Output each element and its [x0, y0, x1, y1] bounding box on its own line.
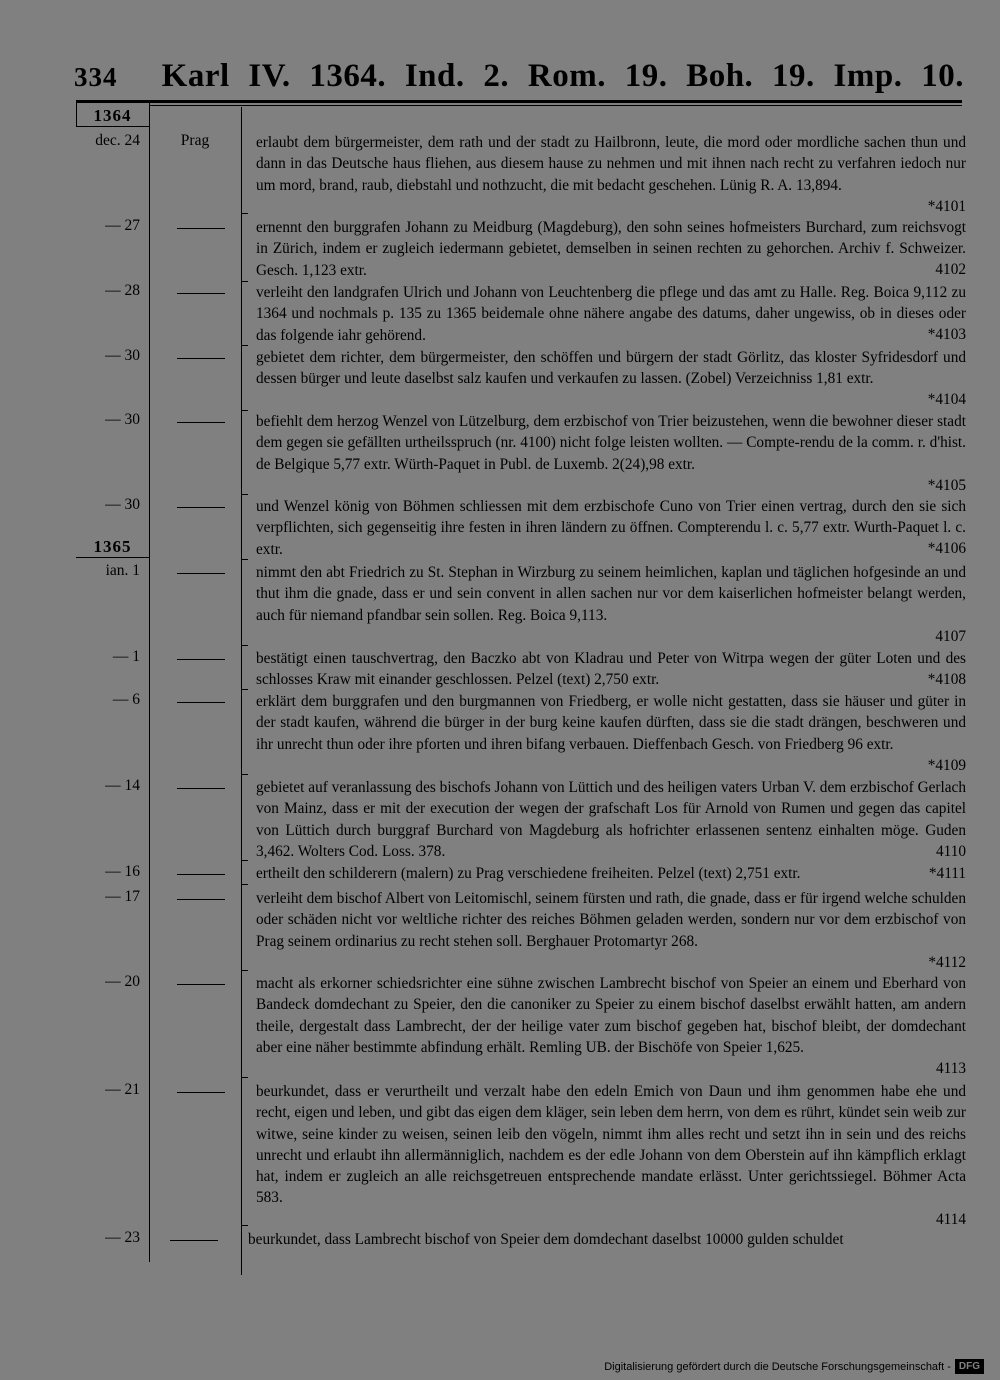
entry-number: 4107: [935, 628, 966, 645]
entry-number: *4108: [927, 671, 966, 688]
ditto-dash: [177, 422, 225, 423]
entry-divider: [242, 970, 248, 971]
header-rule-thin: [150, 105, 962, 106]
entry-body: und Wenzel könig von Böhmen schliessen mit dem erzbischofe Cuno von Trier einen vertrag, durch den sie sich verpflichten, sich gegenseitig ihre festen in ihren ländern zu öffnen. Compterendu l. c. 5,77 extr. Wurth-Paquet l. c. extr.: [256, 498, 966, 558]
entry-divider: [242, 860, 248, 861]
entry-date: ian. 1: [105, 562, 140, 579]
ditto-dash: [177, 358, 225, 359]
entry-divider: [242, 689, 248, 690]
entry-text: [256, 282, 966, 346]
entry-text: [256, 777, 966, 862]
entry-text: [256, 562, 966, 645]
footer-credit: Digitalisierung gefördert durch die Deutsche Forschungsgemeinschaft -: [604, 1360, 951, 1373]
entry-divider: [242, 494, 248, 495]
entry-text: [256, 1081, 966, 1228]
entry-number: *4101: [927, 198, 966, 215]
entry-number: 4113: [935, 1060, 966, 1077]
entry-number: *4109: [927, 757, 966, 774]
entry-text: [256, 863, 966, 884]
digitization-footer: [604, 1359, 984, 1374]
ditto-dash: [177, 788, 225, 789]
entry-number: *4105: [927, 477, 966, 494]
entry-date: — 27: [105, 217, 140, 234]
entry-date: — 1: [112, 648, 140, 665]
ditto-dash: [177, 899, 225, 900]
entry-body: gebietet dem richter, dem bürgermeister, den schöffen und bürgern der stadt Görlitz, das kloster Syfridesdorf und dessen bürger und leute daselbst salz kaufen und verkaufen zu lassen. (Zobel) Verzeichniss 1,81 extr.: [256, 349, 966, 388]
entry-text: [256, 217, 966, 281]
entry-number: 4114: [935, 1211, 966, 1228]
entry-date: — 30: [105, 496, 140, 513]
entry-date: — 14: [105, 777, 140, 794]
entry-text: [256, 888, 966, 971]
entry-body: erlaubt dem bürgermeister, dem rath und der stadt zu Hailbronn, leute, die mord oder mordliche sachen thun und dann in das Deutsche haus fliehen, aus diesem hause zu nehmen und mit ihnen nach recht zu verfahren iedoch nur um mord, brand, raub, diebstahl und nothzucht, die mit bedacht geschehen. Lünig R. A. 13,894.: [256, 134, 966, 194]
entry-body: nimmt den abt Friedrich zu St. Stephan in Wirzburg zu seinem heimlichen, kaplan und täglichen hofgesinde an und thut ihm die gnade, dass er und sein convent in allen sachen nur vor dem kaiserlichen hofmeister belangt werden, auch für niemand pfandbar sein sollen. Reg. Boica 9,113.: [256, 564, 966, 624]
entry-body: erklärt dem burggrafen und den burgmannen von Friedberg, er wolle nicht gestatten, dass sie häuser und güter in der stadt kaufen, während die bürger in der burg keine kaufen dürften, dass sie die stadt drängen, beschweren und ihr unrecht thun oder ihre pforten und ihren bifang verbauen. Dieffenbach Gesch. von Friedberg 96 extr.: [256, 693, 966, 753]
entry-number: *4103: [927, 326, 966, 343]
entry-text: [256, 973, 966, 1077]
entry-body: beurkundet, dass Lambrecht bischof von Speier dem domdechant daselbst 10000 gulden schuldet: [248, 1231, 844, 1248]
entry-date: — 6: [112, 691, 140, 708]
entry-body: gebietet auf veranlassung des bischofs Johann von Lüttich und des heiligen vaters Urban V. dem erzbischof Gerlach von Mainz, dass er mit der execution der wegen der grafschaft Los für Arnold von Rumen und gegen das capitel von Lüttich durch burggraf Burchard von Magdeburg als hofrichter erlassenen sentenz einhalten möge. Guden 3,462. Wolters Cod. Loss. 378.: [256, 779, 966, 860]
dfg-logo: DFG: [955, 1359, 984, 1374]
entry-body: macht als erkorner schiedsrichter eine sühne zwischen Lambrecht bischof von Speier an einem und Eberhard von Bandeck domdechant zu Speier, den die canoniker zu Speier zu einem bischof daselbst erwählt hatten, am andern theile, dergestalt dass Lambrecht, der der heilige vater zum bischof gegeben hat, bischof bleibt, der domdechant aber eine näher bestimmte abfindung erhält. Remling UB. der Bischöfe von Speier 1,625.: [256, 975, 966, 1056]
date-column-rule: [149, 102, 150, 1262]
entry-date: — 23: [105, 1229, 140, 1246]
entry-divider: [242, 645, 248, 646]
entry-body: verleiht den landgrafen Ulrich und Johann von Leuchtenberg die pflege und das amt zu Halle. Reg. Boica 9,112 zu 1364 und nochmals p. 135 zu 1365 beidemale ohne nähere angabe des datums, daher ungewiss, ob in dieses oder das folgende iahr gehörend.: [256, 284, 966, 344]
ditto-dash: [177, 228, 225, 229]
ditto-dash: [177, 984, 225, 985]
entry-date: — 16: [105, 863, 140, 880]
entry-date: — 30: [105, 347, 140, 364]
entry-text: [256, 496, 966, 560]
entry-text: [256, 347, 966, 408]
place-column-rule: [241, 107, 242, 1275]
ditto-dash: [177, 573, 225, 574]
page-number: 334: [74, 62, 118, 92]
entry-date: — 17: [105, 888, 140, 905]
ditto-dash: [170, 1240, 218, 1241]
entry-date: — 20: [105, 973, 140, 990]
year-heading-1364: 1364: [93, 106, 132, 125]
entry-text: [256, 411, 966, 494]
entry-date: — 21: [105, 1081, 140, 1098]
entry-body: ernennt den burggrafen Johann zu Meidburg (Magdeburg), den sohn seines hofmeisters Burchard, zum reichsvogt in Zürich, indem er zugleich iedermann gebietet, demselben in seinen rechten zu gehorchen. Archiv f. Schweizer. Gesch. 1,123 extr.: [256, 219, 966, 279]
entry-body: verleiht dem bischof Albert von Leitomischl, seinem fürsten und rath, die gnade, dass er für irgend welche schulden oder schäden nicht vor weltliche richter des reiches Böhmen geladen werden, sondern nur vor dem erzbischof von Prag seinem ordinarius zu recht stehen soll. Berghauer Protomartyr 268.: [256, 890, 966, 950]
entry-date: — 30: [105, 411, 140, 428]
ditto-dash: [177, 293, 225, 294]
entry-number: *4106: [927, 540, 966, 557]
entry-date: — 28: [105, 282, 140, 299]
entry-text: [256, 132, 966, 215]
entry-divider: [242, 1225, 248, 1226]
entry-place: Prag: [180, 132, 210, 149]
entry-divider: [242, 345, 248, 346]
year-heading-1365: 1365: [93, 537, 132, 556]
entry-body: bestätigt einen tauschvertrag, den Baczko abt von Kladrau und Peter von Witrpa wegen der güter Loten und des schlosses Kraw mit einander geschlossen. Pelzel (text) 2,750 extr.: [256, 650, 966, 689]
entry-number: *4104: [927, 391, 966, 408]
entry-number: *4112: [928, 954, 966, 971]
entry-divider: [242, 774, 248, 775]
running-header: [74, 58, 964, 94]
entry-divider: [242, 884, 248, 885]
entry-divider: [242, 1077, 248, 1078]
header-rule: [76, 100, 962, 103]
entry-number: *4111: [928, 865, 966, 882]
entry-text: [256, 648, 966, 691]
entry-body: beurkundet, dass er verurtheilt und verzalt habe den edeln Emich von Daun und ihm genommen habe ehe und recht, eigen und leben, und gibt das eigen dem kläger, sein leben dem herrn, von dem es rührt, kündet sein weib zur witwe, seine kinder zu weisen, seinen leib den vögeln, nimmt ihm alles recht und setzt ihn in sein und des reichs unrecht und erlaubt ihn allermänniglich, nachdem es der edle Johann von dem Oberstein auf ihn kämpflich erklagt hat, indem er zugleich an alle reichsgetreuen entsprechende mandate erlässt. Unter gerichtssiegel. Böhmer Acta 583.: [256, 1083, 966, 1207]
entry-text: [248, 1229, 964, 1250]
entry-text: [256, 691, 966, 774]
entry-number: 4102: [935, 261, 966, 278]
entry-divider: [242, 281, 248, 282]
year-underline: [76, 126, 149, 127]
ditto-dash: [177, 507, 225, 508]
entry-body: befiehlt dem herzog Wenzel von Lützelburg, dem erzbischof von Trier beizustehen, wenn die bewohner dieser stadt dem gegen sie gefällten urtheilsspruch (nr. 4100) nicht folge leisten wollten. — Compte-rendu de la comm. r. d'hist. de Belgique 5,77 extr. Würth-Paquet in Publ. de Luxemb. 2(24),98 extr.: [256, 413, 966, 473]
entry-date: dec. 24: [95, 132, 140, 149]
ditto-dash: [177, 659, 225, 660]
entry-divider: [242, 213, 248, 214]
ditto-dash: [177, 702, 225, 703]
entry-divider: [242, 410, 248, 411]
running-title: Karl IV. 1364. Ind. 2. Rom. 19. Boh. 19. Imp. 10.: [161, 58, 964, 94]
entry-number: 4110: [935, 843, 966, 860]
ditto-dash: [177, 874, 225, 875]
ditto-dash: [177, 1092, 225, 1093]
entry-body: ertheilt den schilderern (malern) zu Prag verschiedene freiheiten. Pelzel (text) 2,751 extr.: [256, 865, 801, 882]
entry-divider: [242, 559, 248, 560]
year-underline: [76, 557, 149, 558]
